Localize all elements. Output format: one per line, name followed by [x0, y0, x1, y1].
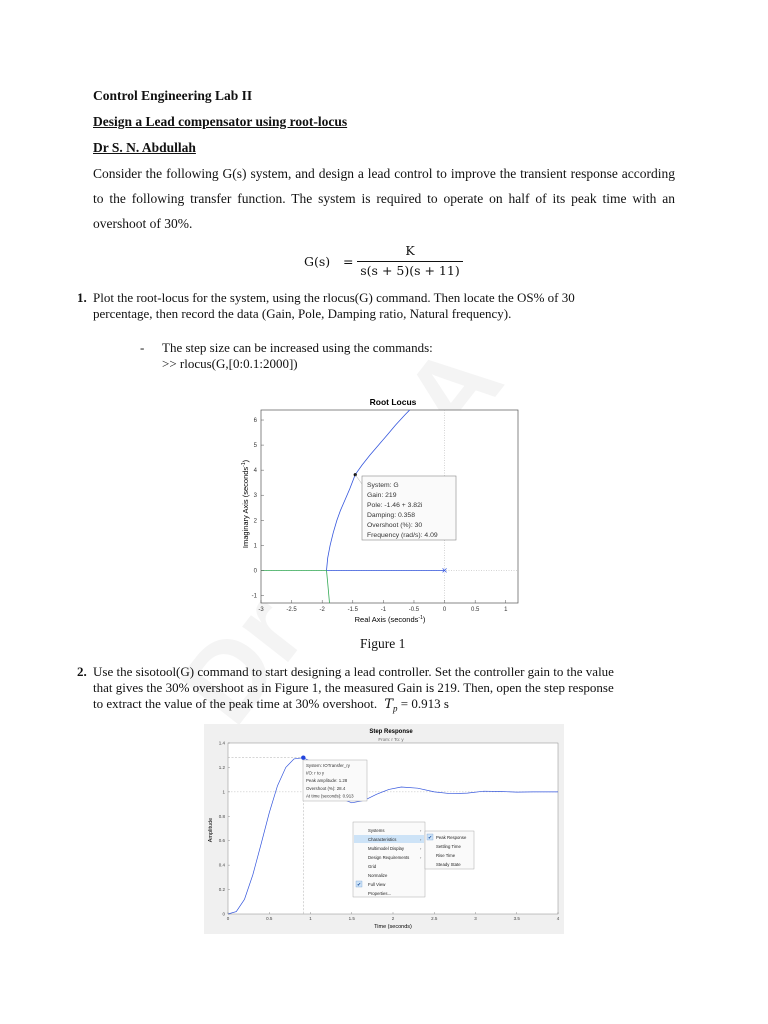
root-locus-datatip-line: System: G	[367, 482, 399, 489]
context-submenu-item[interactable]: Rise Time	[436, 853, 456, 858]
root-locus-ylabel: Imaginary Axis (seconds$^{-1}$)	[241, 459, 250, 549]
step-datatip-line: I/O: r to y	[306, 770, 325, 776]
step-response-ylabel: Amplitude	[208, 817, 214, 843]
check-icon: ✔	[357, 882, 362, 888]
step-response-subtitle: From: r To: y	[378, 737, 404, 742]
equation-lhs: G(s)	[304, 254, 331, 269]
step-x-tick-label: 2	[391, 916, 395, 921]
step-2-line-3	[93, 696, 449, 717]
step-x-tick-label: 2.5	[431, 916, 438, 921]
step-2-line-1: Use the sisotool(G) command to start designing a lead controller. Set the controller gain to the value	[93, 664, 614, 679]
step-response-title: Step Response	[369, 729, 413, 735]
root-locus-datatip-line: Damping: 0.358	[367, 512, 415, 519]
figure-1-caption: Figure 1	[360, 636, 406, 651]
root-locus-title: Root Locus	[369, 397, 417, 407]
peak-time-value: = 0.913 s	[400, 696, 449, 711]
chevron-right-icon: ›	[420, 828, 422, 833]
context-menu-item[interactable]: Characteristics	[368, 837, 397, 842]
bullet-line-1: The step size can be increased using the commands:	[162, 340, 433, 355]
root-locus-x-tick-label: -0.5	[408, 607, 420, 613]
step-2-line-2: that gives the 30% overshoot as in Figure 1, the measured Gain is 219. Then, open the step response	[93, 680, 614, 695]
root-locus-x-tick-label: 1	[504, 607, 508, 613]
root-locus-y-tick-label: 0	[253, 568, 257, 575]
topic-title: Design a Lead compensator using root-locus	[93, 114, 348, 129]
equation-numerator: K	[405, 243, 415, 258]
root-locus-x-tick-label: -2.5	[286, 607, 297, 613]
root-locus-y-tick-label: 6	[253, 418, 257, 425]
root-locus-y-tick-label: 4	[253, 468, 257, 475]
root-locus-x-tick-label: -1	[380, 607, 387, 613]
step-y-tick-label: 0.2	[218, 887, 225, 893]
step-y-tick-label: 1.2	[218, 764, 225, 770]
root-locus-datatip-line: Gain: 219	[367, 492, 397, 499]
step-datatip-line: At time (seconds): 0.913	[306, 793, 354, 799]
context-menu-item[interactable]: Grid	[368, 864, 377, 869]
root-locus-y-tick-label: 1	[253, 543, 257, 550]
root-locus-x-tick-label: -2	[319, 607, 325, 613]
step-response-xlabel: Time (seconds)	[374, 924, 412, 930]
root-locus-datatip-line: Overshoot (%): 30	[367, 522, 423, 529]
bullet-dash: -	[140, 340, 145, 355]
root-locus-x-tick-label: -1.5	[347, 607, 358, 613]
root-locus-x-tick-label: 0.5	[470, 607, 480, 613]
step-x-tick-label: 3.5	[513, 916, 520, 921]
peak-response-marker	[301, 755, 305, 759]
chevron-right-icon: ›	[420, 837, 422, 842]
step-response-figure	[204, 724, 564, 934]
step-x-tick-label: 0	[226, 916, 230, 921]
step-x-tick-label: 0.5	[266, 916, 273, 921]
chevron-right-icon: ›	[420, 846, 422, 851]
context-menu-item[interactable]: Systems	[368, 828, 385, 833]
equation-denominator: s(s + 5)(s + 11)	[360, 263, 460, 278]
step-y-tick-label: 0.4	[218, 862, 225, 868]
root-locus-x-tick-label: 0	[442, 607, 447, 613]
context-menu-item[interactable]: Design Requirements	[368, 855, 410, 860]
context-menu-item[interactable]: Normalize	[368, 873, 388, 878]
fraction-bar	[357, 261, 463, 262]
step-x-tick-label: 1.5	[348, 916, 355, 921]
step-y-tick-label: 0.6	[218, 838, 225, 844]
bullet-line-2: >> rlocus(G,[0:0.1:2000])	[162, 356, 298, 371]
step-y-tick-label: 1.4	[218, 740, 225, 746]
step-y-tick-label: 0.8	[218, 813, 225, 819]
context-menu-item[interactable]: Full View	[368, 882, 386, 887]
root-locus-x-tick-label: -3	[258, 607, 264, 613]
root-locus-xlabel: Real Axis (seconds$^{-1}$)	[354, 615, 426, 624]
context-submenu-item[interactable]: Steady State	[436, 862, 461, 867]
equation-equals: =	[343, 254, 354, 269]
step-1-line-2: percentage, then record the data (Gain, Pole, Damping ratio, Natural frequency).	[93, 306, 512, 321]
context-submenu-item[interactable]: Settling Time	[436, 844, 461, 849]
step-x-tick-label: 4	[556, 916, 560, 921]
context-menu-item[interactable]: Multimodel Display	[368, 846, 405, 851]
step-x-tick-label: 1	[309, 916, 312, 921]
step-x-tick-label: 3	[474, 916, 477, 921]
step-y-tick-label: 0	[222, 911, 225, 917]
root-locus-y-tick-label: 2	[253, 518, 257, 525]
root-locus-y-tick-label: -1	[251, 593, 257, 600]
root-locus-datatip-line: Frequency (rad/s): 4.09	[367, 532, 438, 539]
step-1-line-1: Plot the root-locus for the system, using the rlocus(G) command. Then locate the OS% of 30	[93, 290, 575, 305]
step-datatip-line: System: IOTransfer_ry	[306, 763, 350, 768]
course-title: Control Engineering Lab II	[93, 88, 253, 103]
step-y-tick-label: 1	[222, 789, 225, 795]
step-2-line-3-text: to extract the value of the peak time at 30% overshoot.	[93, 696, 378, 711]
step-datatip-line: Overshoot (%): 28.4	[306, 785, 346, 791]
context-submenu-item[interactable]: Peak Response	[436, 835, 467, 840]
peak-time-symbol: T	[384, 697, 394, 712]
step-datatip-line: Peak amplitude: 1.28	[306, 778, 348, 784]
root-locus-datatip-line: Pole: -1.46 + 3.82i	[367, 502, 423, 509]
step-1-number: 1.	[77, 290, 87, 305]
context-menu-item[interactable]: Properties...	[368, 891, 392, 896]
step-2-number: 2.	[77, 664, 87, 679]
check-icon: ✔	[428, 835, 433, 841]
peak-time-subscript: p	[393, 703, 398, 714]
root-locus-figure	[236, 392, 528, 628]
root-locus-y-tick-label: 3	[253, 493, 257, 500]
intro-paragraph: Consider the following G(s) system, and design a lead control to improve the transient response according to the following transfer function. The system is required to operate on half of its peak time with an overshoot of 30%.	[93, 166, 675, 231]
author-name: Dr S. N. Abdullah	[93, 140, 196, 155]
chevron-right-icon: ›	[420, 855, 422, 860]
root-locus-y-tick-label: 5	[253, 443, 257, 450]
